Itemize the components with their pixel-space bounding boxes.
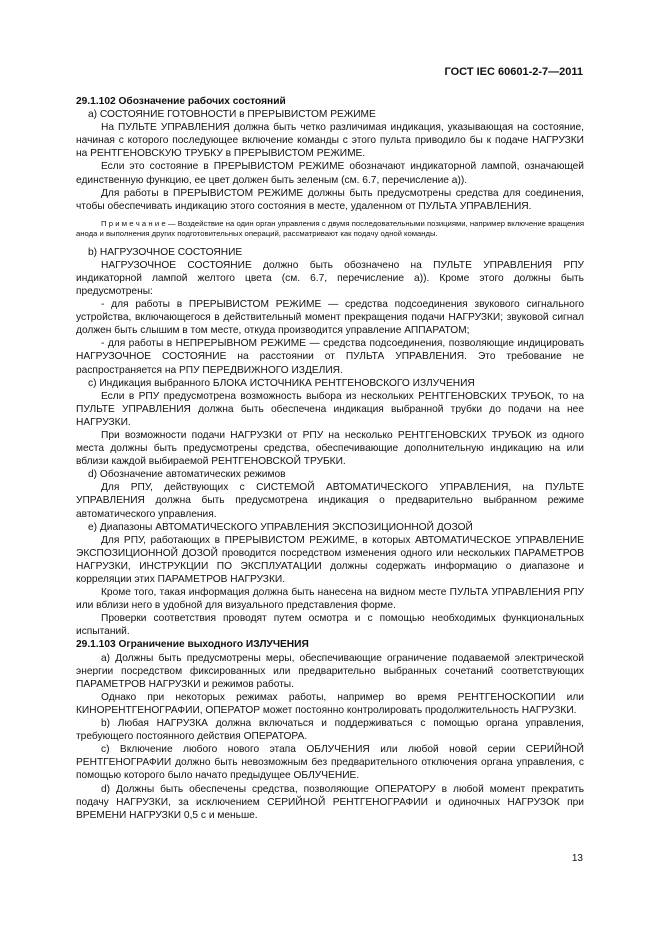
paragraph: а) Должны быть предусмотрены меры, обеспечивающие ограничение подаваемой электрической энергии посредством фиксированных или предварительно выбранных сочетаний соответствующих ПАРАМЕТРОВ НАГРУЗКИ и режимов работы. <box>76 652 584 690</box>
paragraph: Если в РПУ предусмотрена возможность выбора из нескольких РЕНТГЕНОВСКИХ ТРУБОК, то на ПУЛЬТЕ УПРАВЛЕНИЯ должна быть обеспечена индикация выбранной трубки до подачи на нее НАГРУЗКИ. <box>76 390 584 428</box>
list-item-b: b) НАГРУЗОЧНОЕ СОСТОЯНИЕ <box>88 246 243 258</box>
paragraph: На ПУЛЬТЕ УПРАВЛЕНИЯ должна быть четко различимая индикация, указывающая на состояние, начиная с которого последующее включение команды с этого пульта приводило бы к подаче НАГРУЗКИ на РЕНТГЕНОВСКУЮ ТРУБКУ в ПРЕРЫВИСТОМ РЕЖИМЕ. <box>76 122 584 160</box>
list-item-a: а) СОСТОЯНИЕ ГОТОВНОСТИ в ПРЕРЫВИСТОМ РЕЖИМЕ <box>88 109 376 121</box>
paragraph: Однако при некоторых режимах работы, например во время РЕНТГЕНОСКОПИИ или КИНОРЕНТГЕНОГРАФИИ, ОПЕРАТОР может постоянно контролировать продолжительность НАГРУЗКИ. <box>76 691 584 716</box>
paragraph: - для работы в ПРЕРЫВИСТОМ РЕЖИМЕ — средства подсоединения звукового сигнального устройства, включающегося в действительный момент прекращения подачи НАГРУЗКИ; звуковой сигнал должен быть слышим в том месте, откуда производится управление АППАРАТОМ; <box>76 299 584 337</box>
paragraph: Для РПУ, работающих в ПРЕРЫВИСТОМ РЕЖИМЕ, в которых АВТОМАТИЧЕСКОЕ УПРАВЛЕНИЕ ЭКСПОЗИЦИОННОЙ ДОЗОЙ проводится посредством изменения одного или нескольких ПАРАМЕТРОВ НАГРУЗКИ, ИНСТРУКЦИИ ПО ЭКСПЛУАТАЦИИ должны содержать информацию о диапазоне и корреляции этих ПАРАМЕТРОВ НАГРУЗКИ. <box>76 534 584 585</box>
paragraph: - для работы в НЕПРЕРЫВНОМ РЕЖИМЕ — средства подсоединения, позволяющие индицировать НАГРУЗОЧНОЕ СОСТОЯНИЕ на расстоянии от ПУЛЬТА УПРАВЛЕНИЯ. Это требование не распространяется на РПУ ПЕРЕДВИЖНОГО ИЗДЕЛИЯ. <box>76 338 584 376</box>
page-content <box>76 95 584 822</box>
note: П р и м е ч а н и е — Воздействие на один орган управления с двумя последовательными позициями, например включение вращения анода и выполнения других подготовительных операций, рассматривают как подачу одной команды. <box>76 218 584 239</box>
list-item-e: е) Диапазоны АВТОМАТИЧЕСКОГО УПРАВЛЕНИЯ ЭКСПОЗИЦИОННОЙ ДОЗОЙ <box>88 521 473 533</box>
paragraph: d) Должны быть обеспечены средства, позволяющие ОПЕРАТОРУ в любой момент прекратить подачу НАГРУЗКИ, за исключением СЕРИЙНОЙ РЕНТГЕНОГРАФИИ и одиночных НАГРУЗОК при ВРЕМЕНИ НАГРУЗКИ 0,5 с и меньше. <box>76 783 584 821</box>
section-title: 29.1.103 Ограничение выходного ИЗЛУЧЕНИЯ <box>76 639 309 651</box>
document-header: ГОСТ IEC 60601-2-7—2011 <box>444 66 583 78</box>
section-title: 29.1.102 Обозначение рабочих состояний <box>76 96 286 107</box>
paragraph: НАГРУЗОЧНОЕ СОСТОЯНИЕ должно быть обозначено на ПУЛЬТЕ УПРАВЛЕНИЯ РПУ индикаторной лампой желтого цвета (см. 6.7, перечисление а)). Кроме этого должны быть предусмотрены: <box>76 259 584 297</box>
paragraph: При возможности подачи НАГРУЗКИ от РПУ на несколько РЕНТГЕНОВСКИХ ТРУБОК из одного места должны быть предусмотрены средства, обеспечивающие дополнительную индикацию на или вблизи каждой выбираемой РЕНТГЕНОВСКОЙ ТРУБКИ. <box>76 429 584 468</box>
paragraph: Если это состояние в ПРЕРЫВИСТОМ РЕЖИМЕ обозначают индикаторной лампой, означающей единственную функцию, ее цвет должен быть зеленым (см. 6.7, перечисление а)). <box>76 161 584 186</box>
paragraph: Для работы в ПРЕРЫВИСТОМ РЕЖИМЕ должны быть предусмотрены средства для соединения, чтобы обеспечивать индикацию этого состояния в месте, удаленном от ПУЛЬТА УПРАВЛЕНИЯ. <box>76 187 584 212</box>
paragraph: Проверки соответствия проводят путем осмотра и с помощью необходимых функциональных испытаний. <box>76 613 584 638</box>
paragraph: b) Любая НАГРУЗКА должна включаться и поддерживаться с помощью органа управления, требующего постоянного действия ОПЕРАТОРА. <box>76 718 584 743</box>
page-number: 13 <box>571 853 583 864</box>
paragraph: с) Включение любого нового этапа ОБЛУЧЕНИЯ или любой новой серии СЕРИЙНОЙ РЕНТГЕНОГРАФИИ должно быть невозможным без предварительного отключения органа управления, с помощью которого было начато предыдущее ОБЛУЧЕНИЕ. <box>76 744 584 782</box>
list-item-d: d) Обозначение автоматических режимов <box>88 469 286 481</box>
paragraph: Кроме того, такая информация должна быть нанесена на видном месте ПУЛЬТА УПРАВЛЕНИЯ РПУ или вблизи него в удобной для визуального представления форме. <box>76 587 584 612</box>
list-item-c: с) Индикация выбранного БЛОКА ИСТОЧНИКА РЕНТГЕНОВСКОГО ИЗЛУЧЕНИЯ <box>88 377 475 389</box>
paragraph: Для РПУ, действующих с СИСТЕМОЙ АВТОМАТИЧЕСКОГО УПРАВЛЕНИЯ, на ПУЛЬТЕ УПРАВЛЕНИЯ должна быть предусмотрена индикация о предварительно выбранном режиме автоматического управления. <box>76 482 584 520</box>
